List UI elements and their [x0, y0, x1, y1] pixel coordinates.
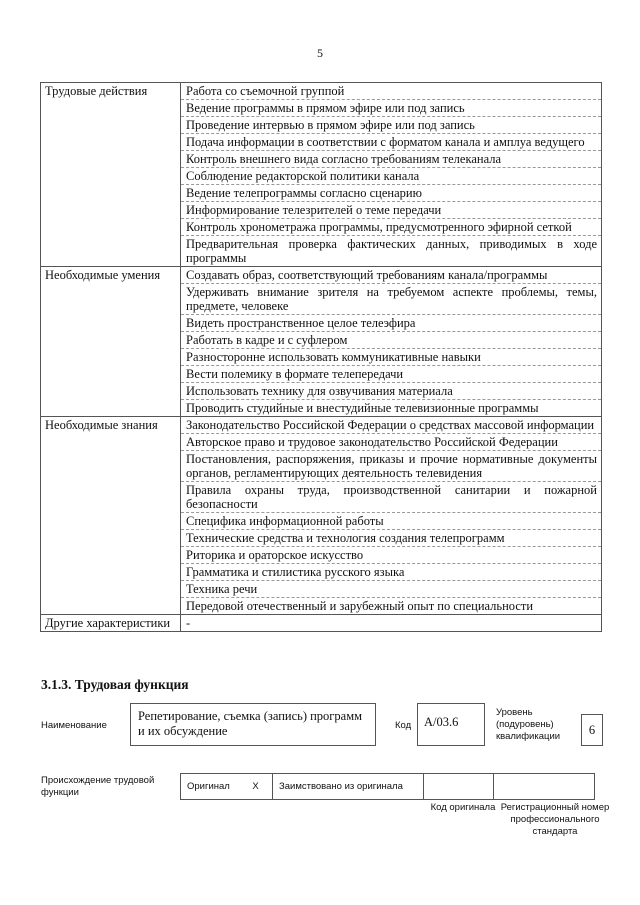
- section-item: Создавать образ, соответствующий требованиям канала/программы: [181, 267, 601, 284]
- section-item: Работать в кадре и с суфлером: [181, 332, 601, 349]
- section-item: Постановления, распоряжения, приказы и прочие нормативные документы органов, регламентирующих деятельность телевидения: [181, 451, 601, 482]
- section-item: Предварительная проверка фактических данных, приводимых в ходе программы: [186, 237, 597, 265]
- section-item: Работа со съемочной группой: [181, 83, 601, 100]
- origin-label: Происхождение трудовой функции: [41, 775, 155, 798]
- section-row: [41, 417, 602, 615]
- level-label: Уровень (подуровень) квалификации: [496, 707, 561, 742]
- level-value: 6: [581, 714, 603, 746]
- section-item: Технические средства и технология создания телепрограмм: [181, 530, 601, 547]
- name-value: Репетирование, съемка (запись) программ и их обсуждение: [130, 703, 376, 746]
- section-item: Удерживать внимание зрителя на требуемом аспекте проблемы, темы, предмете, человеке: [181, 284, 601, 315]
- section-item: Правила охраны труда, производственной санитарии и пожарной безопасности: [181, 482, 601, 513]
- other-value: -: [181, 615, 602, 632]
- section-item: Ведение телепрограммы согласно сценарию: [181, 185, 601, 202]
- section-item: Техника речи: [181, 581, 601, 598]
- origin-original: Оригинал: [180, 773, 240, 800]
- section-row: [41, 83, 602, 267]
- origin-row: [180, 773, 595, 800]
- section-item: Информирование телезрителей о теме передачи: [181, 202, 601, 219]
- code-caption: Код оригинала: [430, 802, 496, 813]
- section-item: Использовать технику для озвучивания материала: [181, 383, 601, 400]
- code-value: А/03.6: [417, 703, 485, 746]
- section-label: Трудовые действия: [41, 83, 181, 267]
- section-item: Риторика и ораторское искусство: [181, 547, 601, 564]
- section-label: Необходимые знания: [41, 417, 181, 615]
- section-item: Специфика информационной работы: [181, 513, 601, 530]
- labor-function-table: [40, 82, 602, 632]
- section-item: Ведение программы в прямом эфире или под запись: [181, 100, 601, 117]
- section-row: [41, 267, 602, 417]
- section-item: Вести полемику в формате телепередачи: [181, 366, 601, 383]
- section-item: Проведение интервью в прямом эфире или под запись: [181, 117, 601, 134]
- section-item: Законодательство Российской Федерации о средствах массовой информации: [181, 417, 601, 434]
- section-items: [181, 267, 602, 417]
- origin-borrowed: Заимствовано из оригинала: [272, 773, 424, 800]
- other-label: Другие характеристики: [41, 615, 181, 632]
- section-item: Проводить студийные и внестудийные телевизионные программы: [186, 401, 539, 415]
- origin-code-cell: [423, 773, 494, 800]
- code-label: Код: [395, 720, 412, 731]
- origin-mark: X: [239, 773, 273, 800]
- reg-caption: Регистрационный номер профессионального стандарта: [500, 802, 610, 837]
- page-number: 5: [317, 46, 323, 60]
- section-items: [181, 83, 602, 267]
- section-label: Необходимые умения: [41, 267, 181, 417]
- section-item: Передовой отечественный и зарубежный опыт по специальности: [186, 599, 534, 613]
- section-item: Разносторонне использовать коммуникативные навыки: [181, 349, 601, 366]
- section-item: Грамматика и стилистика русского языка: [181, 564, 601, 581]
- function-heading: 3.1.3. Трудовая функция: [41, 677, 189, 692]
- name-label: Наименование: [41, 720, 107, 731]
- section-item: Авторское право и трудовое законодательство Российской Федерации: [181, 434, 601, 451]
- section-item: Контроль внешнего вида согласно требованиям телеканала: [181, 151, 601, 168]
- section-item: Контроль хронометража программы, предусмотренного эфирной сеткой: [181, 219, 601, 236]
- section-item: Видеть пространственное целое телеэфира: [181, 315, 601, 332]
- origin-reg-cell: [493, 773, 595, 800]
- other-characteristics-row: [41, 615, 602, 632]
- section-items: [181, 417, 602, 615]
- section-item: Подача информации в соответствии с форматом канала и амплуа ведущего: [181, 134, 601, 151]
- section-item: Соблюдение редакторской политики канала: [181, 168, 601, 185]
